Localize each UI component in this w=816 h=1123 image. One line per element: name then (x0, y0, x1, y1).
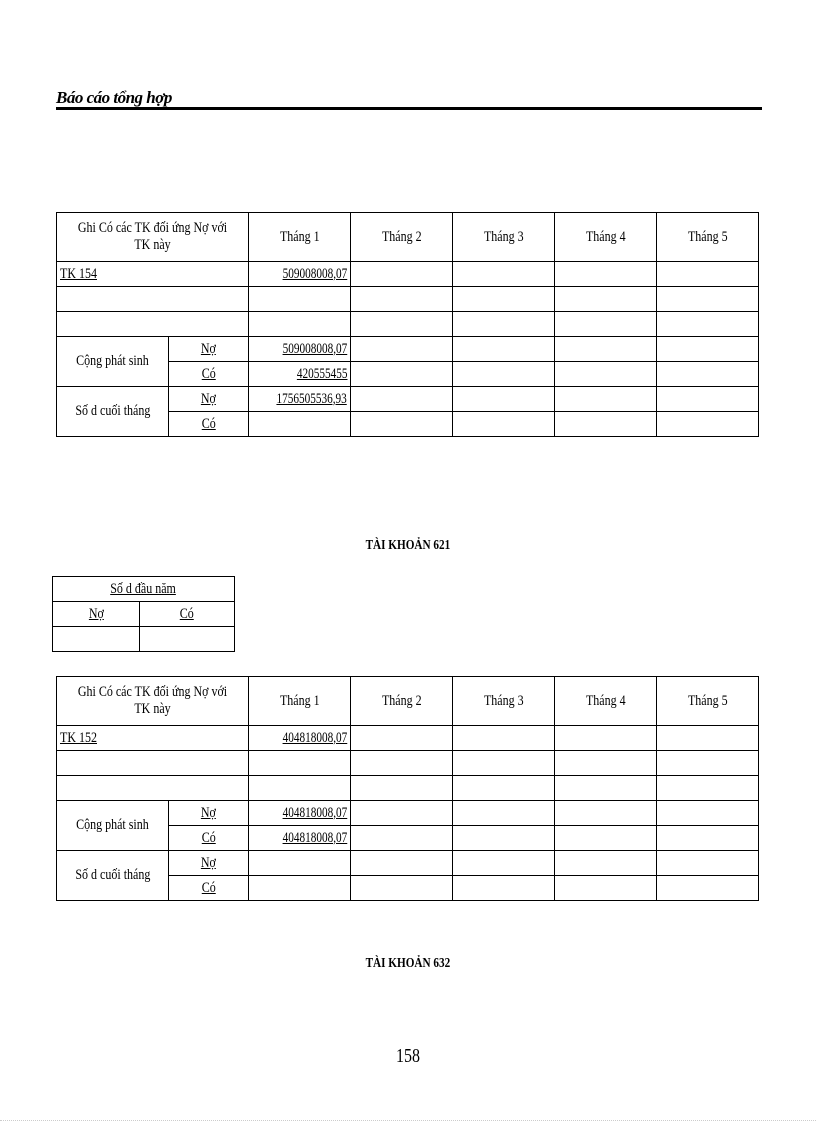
col-header-month: Tháng 5 (657, 677, 759, 726)
table-row (57, 287, 759, 312)
table-row (57, 213, 759, 262)
col-header-month: Tháng 1 (249, 213, 351, 262)
account-label: TK 154 (57, 262, 249, 287)
col-header-month: Tháng 2 (351, 677, 453, 726)
sub-label-no: Nợ (169, 387, 249, 412)
row-label-so-du-cuoi-thang: Số d cuối tháng (57, 851, 169, 901)
cell-value: 404818008,07 (249, 826, 351, 851)
opening-balance-label: Số d đầu năm (53, 577, 235, 602)
col-header-counter-account: Ghi Có các TK đối ứng Nợ với TK này (57, 213, 249, 262)
table-row (57, 312, 759, 337)
sub-label-no: Nợ (169, 801, 249, 826)
row-label-so-du-cuoi-thang: Số d cuối tháng (57, 387, 169, 437)
table-row (57, 387, 759, 412)
col-header-month: Tháng 1 (249, 677, 351, 726)
table-row (57, 726, 759, 751)
col-header-month: Tháng 4 (555, 213, 657, 262)
account-label: TK 152 (57, 726, 249, 751)
sub-label-co: Có (169, 362, 249, 387)
sub-label-co: Có (169, 876, 249, 901)
sub-label-co: Có (169, 826, 249, 851)
table-row (57, 262, 759, 287)
table-row (57, 337, 759, 362)
col-header-month: Tháng 2 (351, 213, 453, 262)
col-header-month: Tháng 5 (657, 213, 759, 262)
table-row (57, 851, 759, 876)
col-header-counter-account: Ghi Có các TK đối ứng Nợ với TK này (57, 677, 249, 726)
table-row (57, 776, 759, 801)
opening-balance-table (52, 576, 235, 652)
header-rule (56, 107, 762, 110)
sub-label-no: Nợ (169, 851, 249, 876)
table-row (57, 751, 759, 776)
cell-value: 509008008,07 (249, 337, 351, 362)
col-header-month: Tháng 3 (453, 677, 555, 726)
table-row (57, 801, 759, 826)
account-title-632: TÀI KHOẢN 632 (365, 956, 451, 971)
sub-label-no: Nợ (169, 337, 249, 362)
ledger-table-2 (56, 676, 759, 901)
cell-value (249, 412, 351, 437)
col-header-month: Tháng 3 (453, 213, 555, 262)
account-title-621: TÀI KHOẢN 621 (365, 538, 451, 553)
table-row (57, 677, 759, 726)
cell-value: 420555455 (249, 362, 351, 387)
cell-value: 404818008,07 (249, 801, 351, 826)
table-row (53, 627, 235, 652)
ledger-table-1 (56, 212, 759, 437)
sub-label-no: Nợ (53, 602, 140, 627)
table-row (53, 577, 235, 602)
table-row (53, 602, 235, 627)
sub-label-co: Có (140, 602, 235, 627)
sub-label-co: Có (169, 412, 249, 437)
cell-value: 1756505536,93 (249, 387, 351, 412)
col-header-month: Tháng 4 (555, 677, 657, 726)
row-label-cong-phat-sinh: Cộng phát sinh (57, 337, 169, 387)
cell-value: 404818008,07 (249, 726, 351, 751)
cell-value: 509008008,07 (249, 262, 351, 287)
page-footer-dotted-line (0, 1120, 816, 1121)
page-number: 158 (396, 1045, 420, 1067)
report-header-title: Báo cáo tổng hợp (56, 88, 172, 107)
row-label-cong-phat-sinh: Cộng phát sinh (57, 801, 169, 851)
